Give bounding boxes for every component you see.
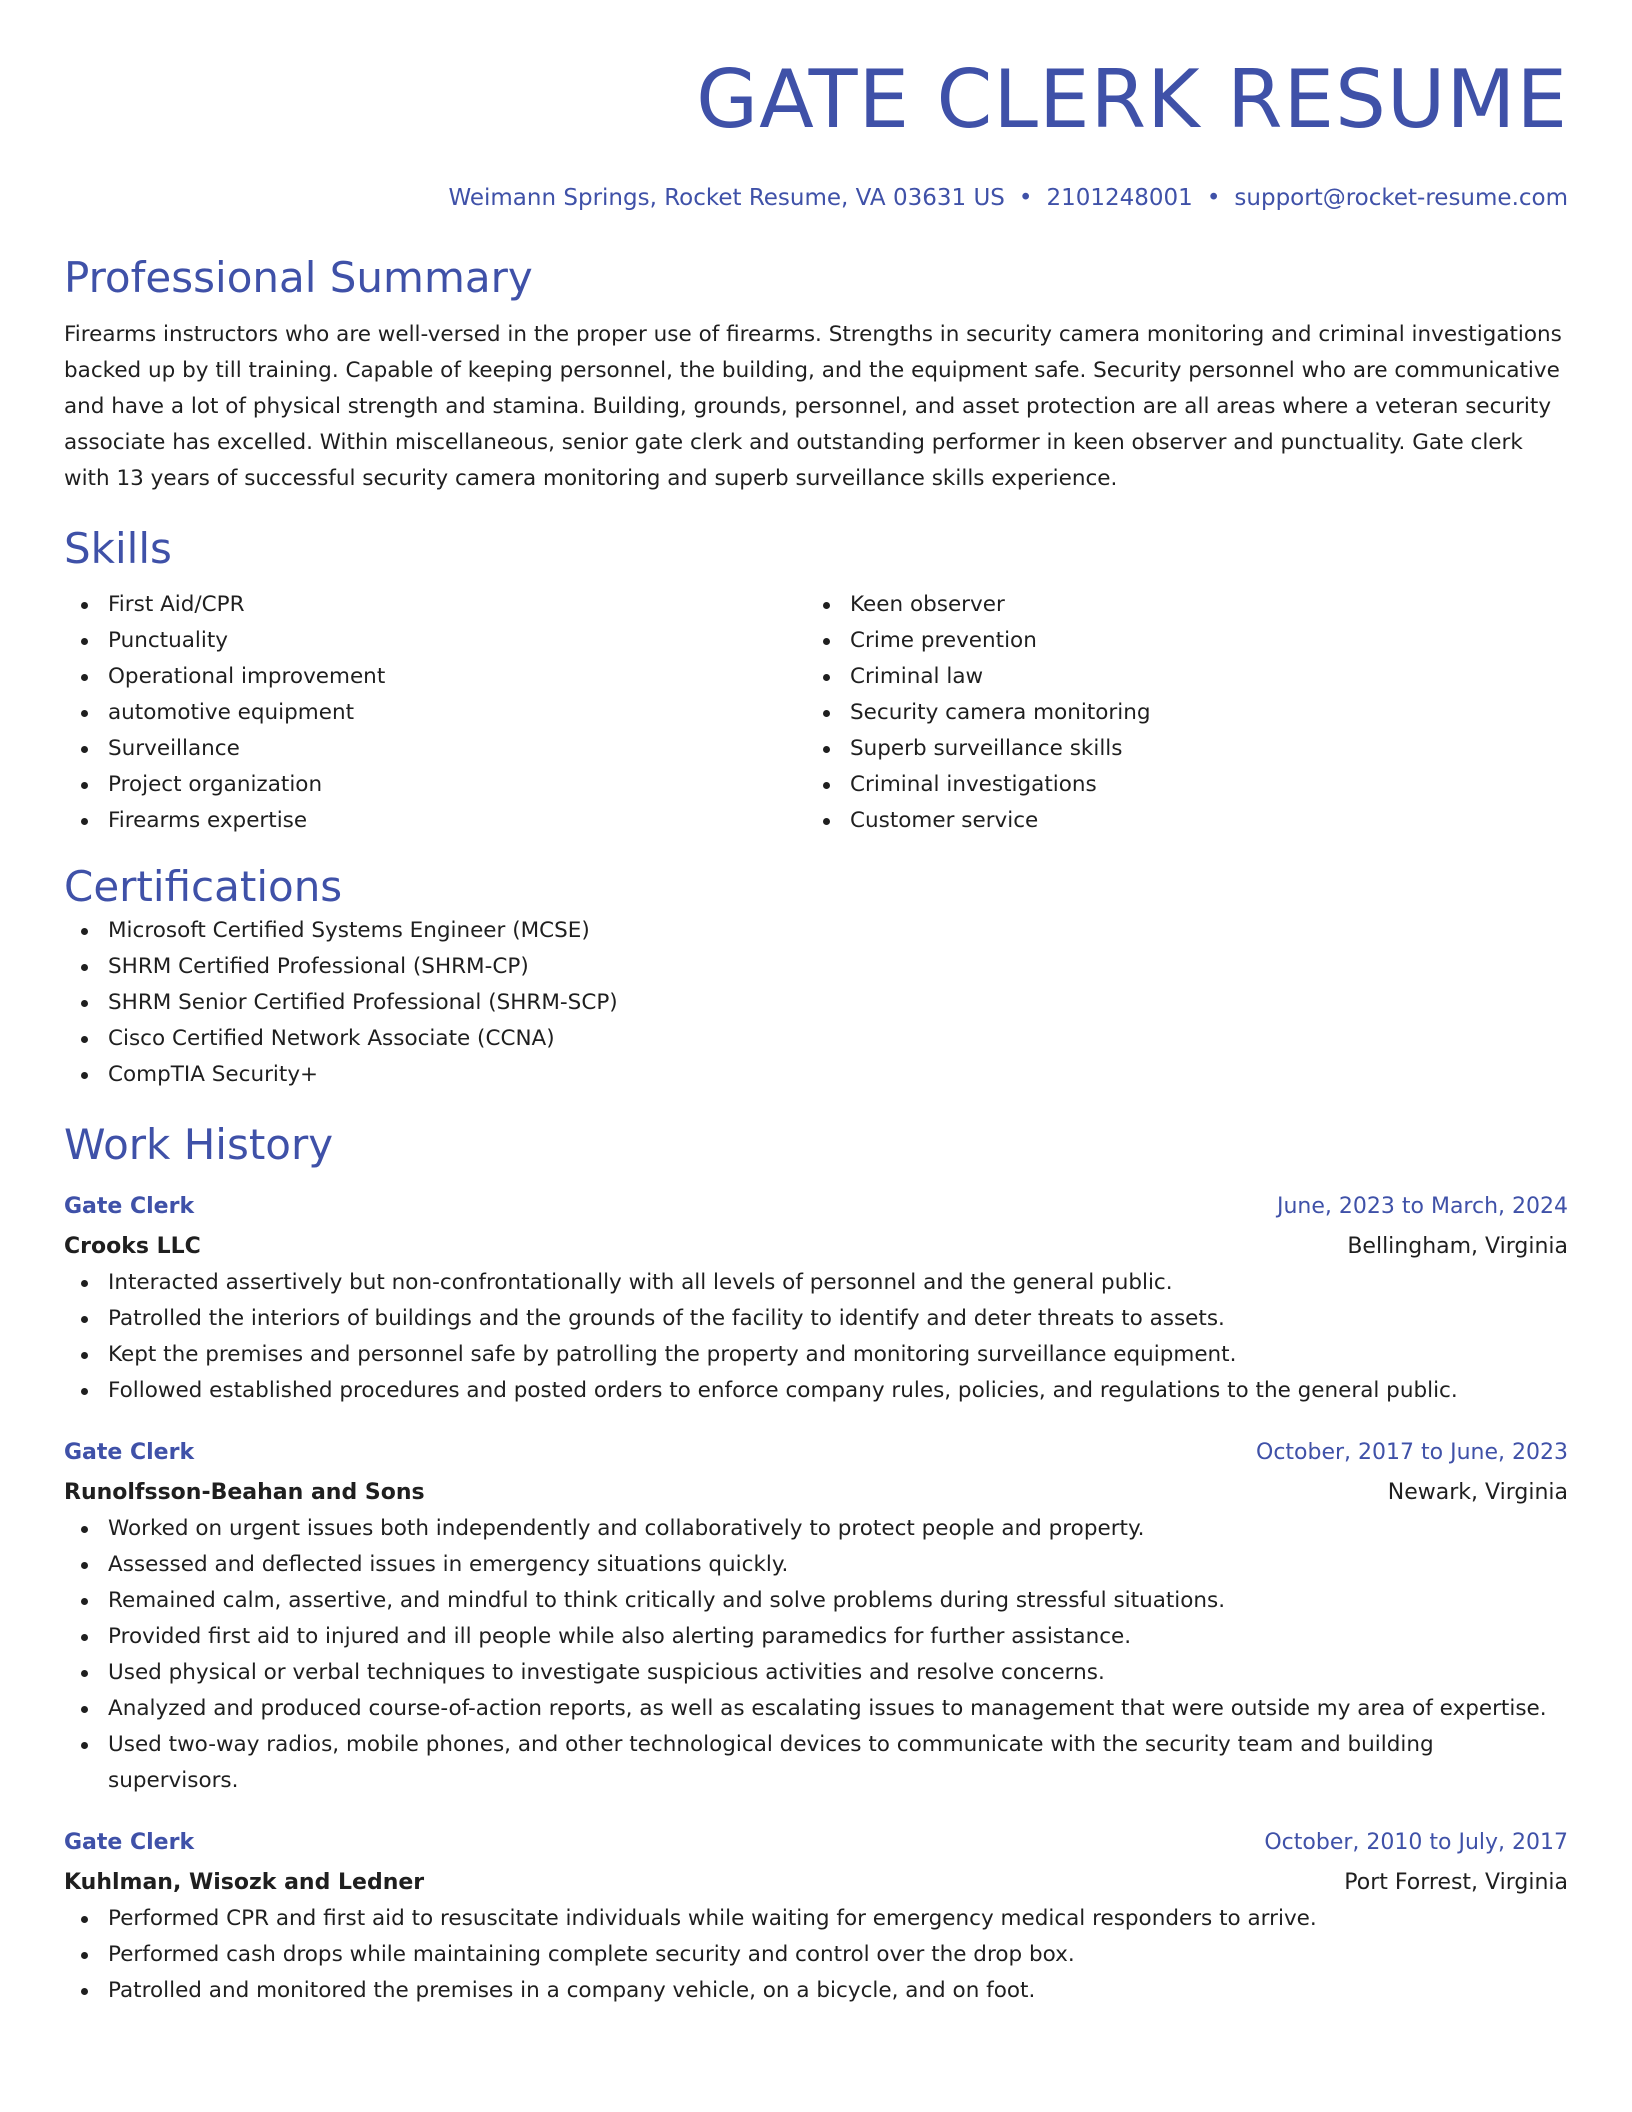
summary-section xyxy=(64,252,1568,497)
job-duty: Kept the premises and personnel safe by patrolling the property and monitoring surveillance equipment. xyxy=(64,1337,1568,1373)
job-duty: Performed cash drops while maintaining complete security and control over the drop box. xyxy=(64,1937,1568,1973)
skill-item: Criminal investigations xyxy=(806,767,1548,803)
job-subheader xyxy=(64,1229,1568,1265)
job-subheader xyxy=(64,1865,1568,1901)
skill-item: Criminal law xyxy=(806,659,1548,695)
skills-section xyxy=(64,523,1568,839)
skill-item: First Aid/CPR xyxy=(64,587,806,623)
contact-email: support@rocket-resume.com xyxy=(1234,185,1568,211)
job-entry xyxy=(64,1435,1568,1799)
skills-list-left xyxy=(64,587,806,839)
job-duty: Worked on urgent issues both independently and collaboratively to protect people and property. xyxy=(64,1511,1568,1547)
certifications-section xyxy=(64,861,1568,1093)
job-dates: October, 2017 to June, 2023 xyxy=(1256,1440,1568,1465)
job-company: Kuhlman, Wisozk and Ledner xyxy=(64,1870,425,1895)
skills-heading: Skills xyxy=(64,524,172,573)
job-location: Port Forrest, Virginia xyxy=(1344,1870,1568,1895)
contact-phone: 2101248001 xyxy=(1046,185,1193,211)
skill-item: Superb surveillance skills xyxy=(806,731,1548,767)
job-duties-list xyxy=(64,1265,1568,1409)
job-duties-list xyxy=(64,1511,1568,1799)
certifications-list xyxy=(64,913,1568,1093)
job-duty: Provided first aid to injured and ill people while also alerting paramedics for further assistance. xyxy=(64,1619,1568,1655)
summary-text: Firearms instructors who are well-versed in the proper use of firearms. Strengths in security camera monitoring and criminal investigations backed up by till training. Capable of keeping personnel, the building, and the equipment safe. Security personnel who are communicative and have a lot of physical strength and stamina. Building, grounds, personnel, and asset protection are all areas where a veteran security associate has excelled. Within miscellaneous, senior gate clerk and outstanding performer in keen observer and punctuality. Gate clerk with 13 years of successful security camera monitoring and superb surveillance skills experience. xyxy=(64,322,1562,491)
skills-list-right xyxy=(806,587,1548,839)
contact-separator: • xyxy=(1018,185,1033,211)
job-duty: Performed CPR and first aid to resuscitate individuals while waiting for emergency medical responders to arrive. xyxy=(64,1901,1568,1937)
job-subheader xyxy=(64,1475,1568,1511)
job-location: Bellingham, Virginia xyxy=(1347,1234,1568,1259)
job-title: Gate Clerk xyxy=(64,1194,195,1219)
job-duty: Used two-way radios, mobile phones, and other technological devices to communicate with the security team and building supervisors. xyxy=(64,1727,1568,1799)
skill-item: Crime prevention xyxy=(806,623,1548,659)
job-header xyxy=(64,1435,1568,1471)
contact-separator: • xyxy=(1206,185,1221,211)
job-duty: Followed established procedures and posted orders to enforce company rules, policies, and regulations to the general public. xyxy=(64,1373,1568,1409)
job-company: Crooks LLC xyxy=(64,1234,201,1259)
summary-heading: Professional Summary xyxy=(64,253,533,302)
job-dates: June, 2023 to March, 2024 xyxy=(1277,1194,1568,1219)
certification-item: SHRM Certified Professional (SHRM-CP) xyxy=(64,949,1568,985)
skill-item: Project organization xyxy=(64,767,806,803)
skill-item: automotive equipment xyxy=(64,695,806,731)
contact-address: Weimann Springs, Rocket Resume, VA 03631 US xyxy=(448,185,1005,211)
skill-item: Operational improvement xyxy=(64,659,806,695)
certification-item: CompTIA Security+ xyxy=(64,1057,1568,1093)
job-duty: Patrolled and monitored the premises in a company vehicle, on a bicycle, and on foot. xyxy=(64,1973,1568,2009)
job-header xyxy=(64,1189,1568,1225)
resume-title: GATE CLERK RESUME xyxy=(696,53,1568,146)
skills-column-right xyxy=(806,587,1548,839)
job-entry xyxy=(64,1825,1568,2009)
skill-item: Customer service xyxy=(806,803,1548,839)
job-duty: Assessed and deflected issues in emergency situations quickly. xyxy=(64,1547,1568,1583)
skills-column-left xyxy=(64,587,806,839)
job-duty: Patrolled the interiors of buildings and the grounds of the facility to identify and deter threats to assets. xyxy=(64,1301,1568,1337)
skill-item: Security camera monitoring xyxy=(806,695,1548,731)
certification-item: Microsoft Certified Systems Engineer (MCSE) xyxy=(64,913,1568,949)
job-duty: Remained calm, assertive, and mindful to think critically and solve problems during stressful situations. xyxy=(64,1583,1568,1619)
job-duties-list xyxy=(64,1901,1568,2009)
job-duty: Used physical or verbal techniques to investigate suspicious activities and resolve concerns. xyxy=(64,1655,1568,1691)
skill-item: Surveillance xyxy=(64,731,806,767)
skill-item: Keen observer xyxy=(806,587,1548,623)
job-dates: October, 2010 to July, 2017 xyxy=(1264,1830,1568,1855)
contact-line xyxy=(64,182,1568,214)
job-duty: Analyzed and produced course-of-action reports, as well as escalating issues to management that were outside my area of expertise. xyxy=(64,1691,1568,1727)
job-header xyxy=(64,1825,1568,1861)
job-entry xyxy=(64,1189,1568,1409)
certification-item: Cisco Certified Network Associate (CCNA) xyxy=(64,1021,1568,1057)
work-history-heading: Work History xyxy=(64,1120,334,1169)
job-location: Newark, Virginia xyxy=(1387,1480,1568,1505)
skills-grid xyxy=(64,587,1568,839)
job-duty: Interacted assertively but non-confrontationally with all levels of personnel and the general public. xyxy=(64,1265,1568,1301)
job-title: Gate Clerk xyxy=(64,1440,195,1465)
certifications-heading: Certifications xyxy=(64,862,343,911)
job-title: Gate Clerk xyxy=(64,1830,195,1855)
job-company: Runolfsson-Beahan and Sons xyxy=(64,1480,425,1505)
certification-item: SHRM Senior Certified Professional (SHRM-SCP) xyxy=(64,985,1568,1021)
work-history-section xyxy=(64,1119,1568,2009)
skill-item: Punctuality xyxy=(64,623,806,659)
skill-item: Firearms expertise xyxy=(64,803,806,839)
